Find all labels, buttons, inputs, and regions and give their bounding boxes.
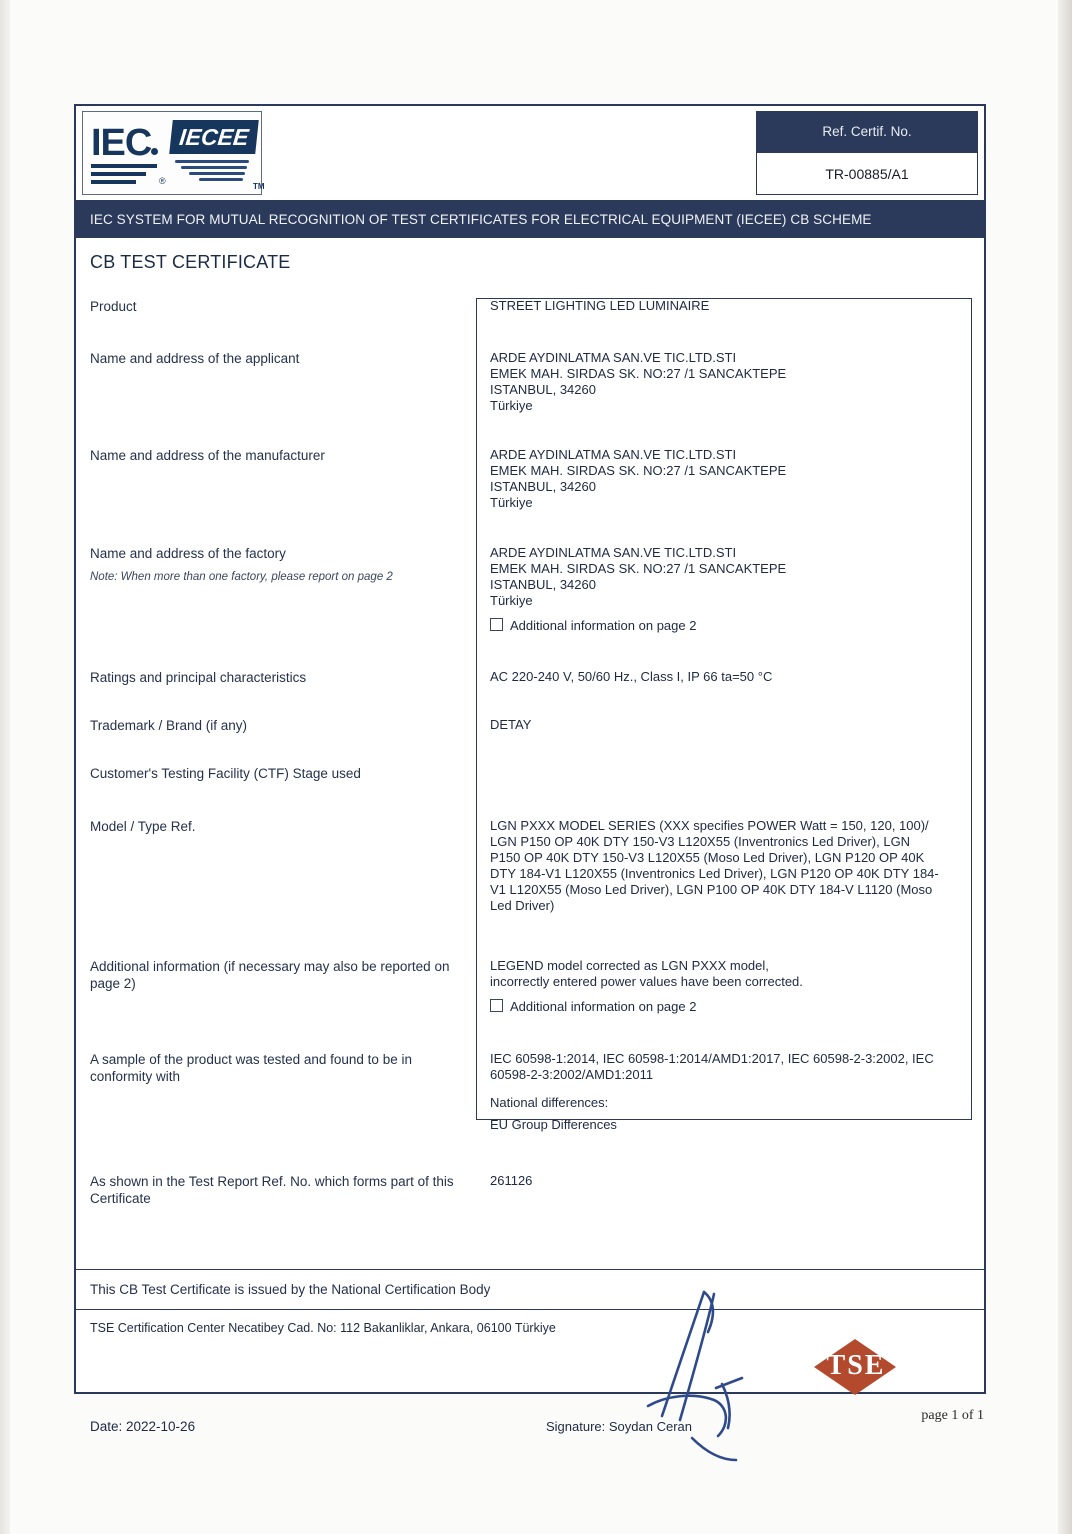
- iec-logo-dot: [151, 148, 158, 155]
- factory-label-text: Name and address of the factory: [90, 546, 286, 561]
- manufacturer-label: Name and address of the manufacturer: [90, 448, 325, 463]
- applicant-line-1: ARDE AYDINLATMA SAN.VE TIC.LTD.STI: [490, 350, 737, 365]
- model-line-5: V1 L120X55 (Moso Led Driver), LGN P100 OP 40K DTY 184-V L1120 (Moso: [490, 882, 933, 897]
- applicant-line-4: Türkiye: [490, 398, 533, 413]
- conformity-label-line-1: A sample of the product was tested and found to be in: [90, 1052, 412, 1067]
- model-line-3: P150 OP 40K DTY 150-V3 L120X55 (Moso Led Driver), LGN P120 OP 40K: [490, 850, 925, 865]
- applicant-label: Name and address of the applicant: [90, 351, 300, 366]
- factory-line-4: Türkiye: [490, 593, 533, 608]
- registered-mark-icon: ®: [159, 176, 166, 186]
- additional-information-line-1: LEGEND model corrected as LGN PXXX model,: [490, 958, 769, 973]
- factory-line-2: EMEK MAH. SIRDAS SK. NO:27 /1 SANCAKTEPE: [490, 561, 787, 576]
- additional-information-label: [90, 958, 476, 992]
- page-title: CB TEST CERTIFICATE: [90, 252, 291, 272]
- ctf-stage-label: Customer's Testing Facility (CTF) Stage used: [90, 766, 361, 781]
- reference-certificate-box: [756, 111, 978, 195]
- model-line-6: Led Driver): [490, 898, 555, 913]
- field-row-test-report: [90, 1173, 970, 1207]
- factory-label: [90, 545, 476, 586]
- ncb-line-3: Bakanliklar, Ankara, 06100: [363, 1321, 512, 1335]
- ncb-line-1: TSE Certification Center: [90, 1321, 225, 1335]
- additional-information-line-2: incorrectly entered power values have been corrected.: [490, 974, 803, 989]
- manufacturer-line-3: ISTANBUL, 34260: [490, 479, 596, 494]
- additional-information-label-line-2: reported on page 2): [90, 959, 450, 991]
- national-certification-body-address: [90, 1320, 556, 1336]
- certificate-fields: [76, 298, 984, 1269]
- factory-note: Note: When more than one factory, please report on page 2: [90, 571, 393, 583]
- scheme-banner: IEC SYSTEM FOR MUTUAL RECOGNITION OF TEST CERTIFICATES FOR ELECTRICAL EQUIPMENT (IECEE) CB SCHEME: [76, 202, 984, 238]
- model-line-2: LGN P150 OP 40K DTY 150-V3 L120X55 (Inventronics Led Driver), LGN: [490, 834, 911, 849]
- tse-logo-text: TSE: [826, 1350, 886, 1381]
- issued-by-text: This CB Test Certificate is issued by the National Certification Body: [76, 1269, 984, 1309]
- certificate-footer: [76, 1309, 984, 1442]
- iec-iecee-logo: [82, 111, 265, 195]
- iec-logo-label: IEC: [91, 122, 152, 164]
- factory-line-3: ISTANBUL, 34260: [490, 577, 596, 592]
- ncb-line-4: Türkiye: [514, 1321, 556, 1335]
- ncb-line-2: Necatibey Cad. No: 112: [228, 1321, 361, 1335]
- handwritten-signature: [596, 1288, 816, 1464]
- additional-information-label-line-1: Additional information (if necessary may also be: [90, 959, 377, 974]
- ref-certif-no-value: TR-00885/A1: [756, 153, 978, 195]
- manufacturer-line-2: EMEK MAH. SIRDAS SK. NO:27 /1 SANCAKTEPE: [490, 463, 787, 478]
- factory-line-1: ARDE AYDINLATMA SAN.VE TIC.LTD.STI: [490, 545, 737, 560]
- product-value: STREET LIGHTING LED LUMINAIRE: [490, 298, 710, 313]
- iecee-logo-label: IECEE: [169, 120, 259, 154]
- ratings-label: Ratings and principal characteristics: [90, 670, 307, 685]
- manufacturer-line-1: ARDE AYDINLATMA SAN.VE TIC.LTD.STI: [490, 447, 737, 462]
- conformity-label-line-2: conformity with: [90, 1069, 181, 1084]
- test-report-value: 261126: [490, 1173, 533, 1188]
- certificate-header: [76, 106, 984, 202]
- scan-edge-left: [0, 0, 10, 1534]
- ratings-value: AC 220-240 V, 50/60 Hz., Class I, IP 66 ta=50 °C: [490, 669, 773, 684]
- model-label: Model / Type Ref.: [90, 819, 196, 834]
- model-line-1: LGN PXXX MODEL SERIES (XXX specifies POWER Watt = 150, 120, 100)/: [490, 818, 929, 833]
- product-label: Product: [90, 299, 137, 314]
- trademark-mark-icon: TM: [253, 182, 265, 191]
- iec-logo-bars: [91, 164, 157, 188]
- tse-logo: [800, 1336, 912, 1398]
- national-differences-title: National differences:: [490, 1095, 609, 1110]
- applicant-line-3: ISTANBUL, 34260: [490, 382, 596, 397]
- values-outline-box: [476, 298, 972, 1120]
- applicant-line-2: EMEK MAH. SIRDAS SK. NO:27 /1 SANCAKTEPE: [490, 366, 787, 381]
- manufacturer-line-4: Türkiye: [490, 495, 533, 510]
- conformity-label: [90, 1051, 476, 1085]
- test-report-label-line-2: of this Certificate: [90, 1174, 454, 1206]
- test-report-label: [90, 1173, 476, 1207]
- page-number: page 1 of 1: [921, 1408, 984, 1423]
- iec-logo-text: [91, 122, 158, 165]
- signature-label: Signature: Soydan Ceran: [546, 1419, 692, 1434]
- trademark-label: Trademark / Brand (if any): [90, 718, 248, 733]
- issue-date: Date: 2022-10-26: [90, 1419, 196, 1434]
- additional-info-checkbox-label: Additional information on page 2: [510, 999, 697, 1014]
- conformity-line-2: 60598-2-3:2002/AMD1:2011: [490, 1067, 654, 1082]
- conformity-line-1: IEC 60598-1:2014, IEC 60598-1:2014/AMD1:2017, IEC 60598-2-3:2002, IEC: [490, 1051, 934, 1066]
- trademark-value: DETAY: [490, 717, 532, 732]
- test-report-label-line-1: As shown in the Test Report Ref. No. which forms part: [90, 1174, 414, 1189]
- national-differences-value: EU Group Differences: [490, 1117, 617, 1132]
- model-line-4: DTY 184-V1 L120X55 (Inventronics Led Driver), LGN P120 OP 40K DTY 184-: [490, 866, 939, 881]
- scan-edge-right: [1058, 0, 1072, 1534]
- factory-additional-info-label: Additional information on page 2: [510, 618, 697, 633]
- ref-certif-no-label: Ref. Certif. No.: [756, 111, 978, 153]
- iecee-logo-swoosh: [175, 158, 255, 186]
